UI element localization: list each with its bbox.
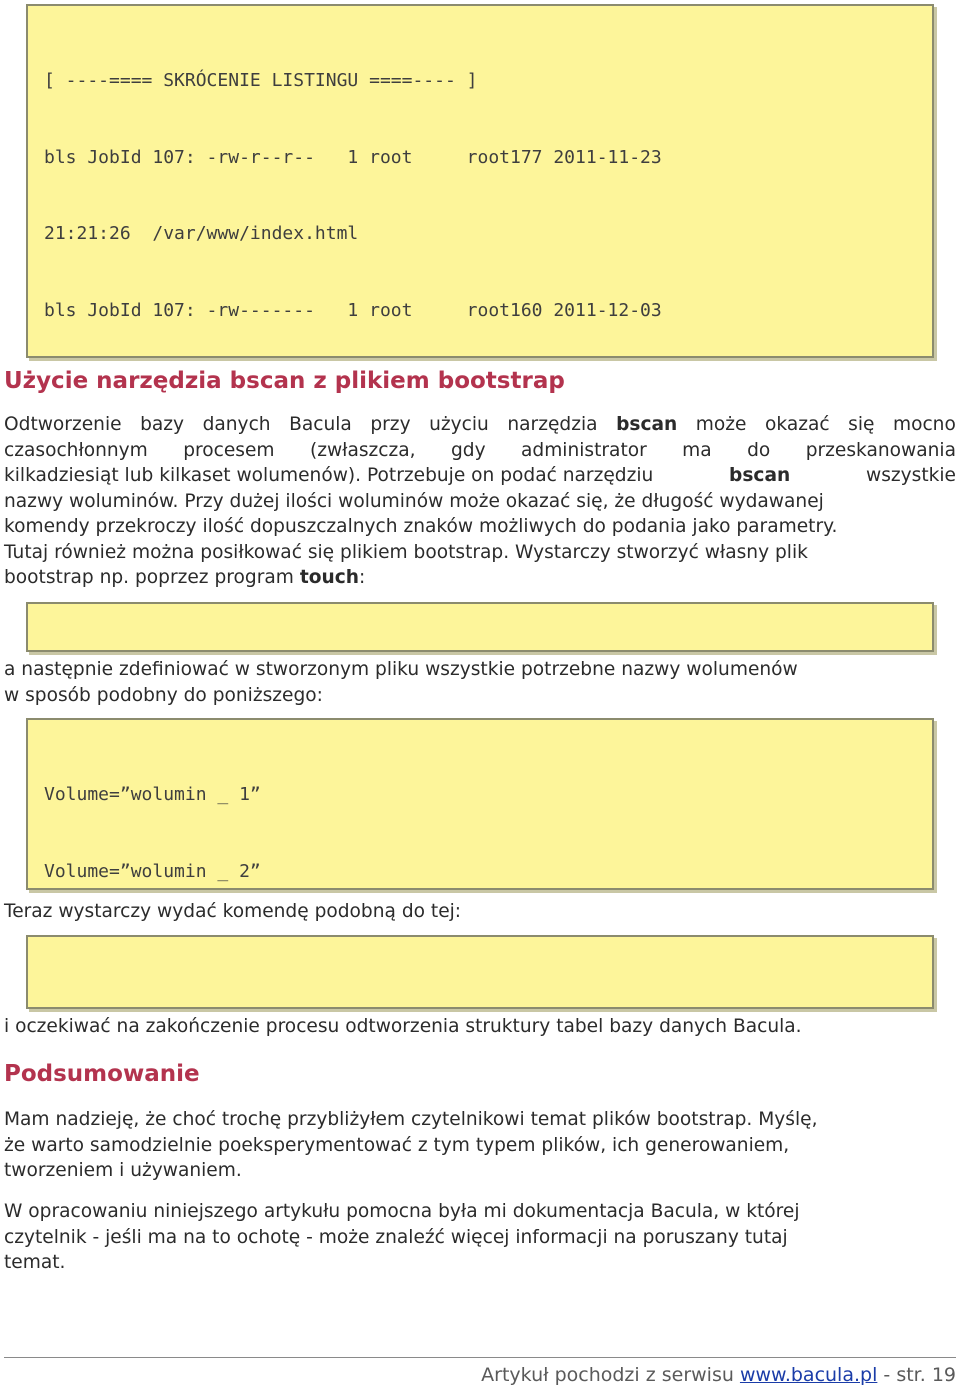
volumes-code-block	[26, 718, 934, 890]
listing-line: 21:21:26 /var/www/index.html	[44, 223, 359, 244]
page-footer: Artykuł pochodzi z serwisu www.bacula.pl - str. 19	[481, 1364, 956, 1386]
section-heading: Użycie narzędzia bscan z plikiem bootstrap	[4, 368, 565, 394]
listing-line: bls JobId 107: -rw-r--r-- 1 root root177 2011-11-23	[44, 146, 662, 168]
code-line: Volume=”wolumin _ 1”	[44, 784, 261, 805]
paragraph: i oczekiwać na zakończenie procesu odtworzenia struktury tabel bazy danych Bacula.	[4, 1016, 802, 1037]
footer-link[interactable]: www.bacula.pl	[739, 1364, 878, 1386]
code-line	[44, 999, 916, 1009]
listing-code-block	[26, 4, 934, 358]
paragraph: Teraz wystarczy wydać komendę podobną do tej:	[4, 901, 462, 922]
bscan-code-block	[26, 935, 934, 1009]
listing-line: [ ----==== SKRÓCENIE LISTINGU ====---- ]	[44, 70, 478, 91]
section-heading: Podsumowanie	[4, 1061, 200, 1087]
paragraph: Odtworzenie bazy danych Bacula przy użyciu narzędzia bscan może okazać się mocno czasochłonnym procesem (zwłaszcza, gdy administrator ma do przeskanowania kilkadziesiąt lub kilkaset wolumenów). Potrzebuje on podać narzędziu bscan wszystkie nazwy woluminów. Przy dużej ilości woluminów może okazać się, że długość wydawanej komendy przekroczy ilość dopuszczalnych znaków możliwych do podania jako parametry. Tutaj również można posiłkować się plikiem bootstrap. Wystarczy stworzyć własny plik bootstrap np. poprzez program touch :	[4, 414, 956, 588]
listing-line: bls JobId 107: -rw------- 1 root root160 2011-12-03	[44, 299, 662, 321]
footer-divider	[4, 1357, 956, 1358]
code-line: Volume=”wolumin _ 2”	[44, 860, 261, 882]
paragraph: W opracowaniu niniejszego artykułu pomocna była mi dokumentacja Bacula, w której czytelnik - jeśli ma na to ochotę - może znaleźć więcej informacji na poruszany tutaj temat.	[4, 1201, 800, 1273]
paragraph: a następnie zdefiniować w stworzonym pliku wszystkie potrzebne nazwy wolumenów w sposób podobny do poniższego:	[4, 659, 798, 706]
paragraph: Mam nadzieję, że choć trochę przybliżyłem czytelnikowi temat plików bootstrap. Myślę, że warto samodzielnie poeksperymentować z tym typem plików, ich generowaniem, tworzeniem i używaniem.	[4, 1109, 818, 1181]
touch-code-block	[26, 602, 934, 652]
